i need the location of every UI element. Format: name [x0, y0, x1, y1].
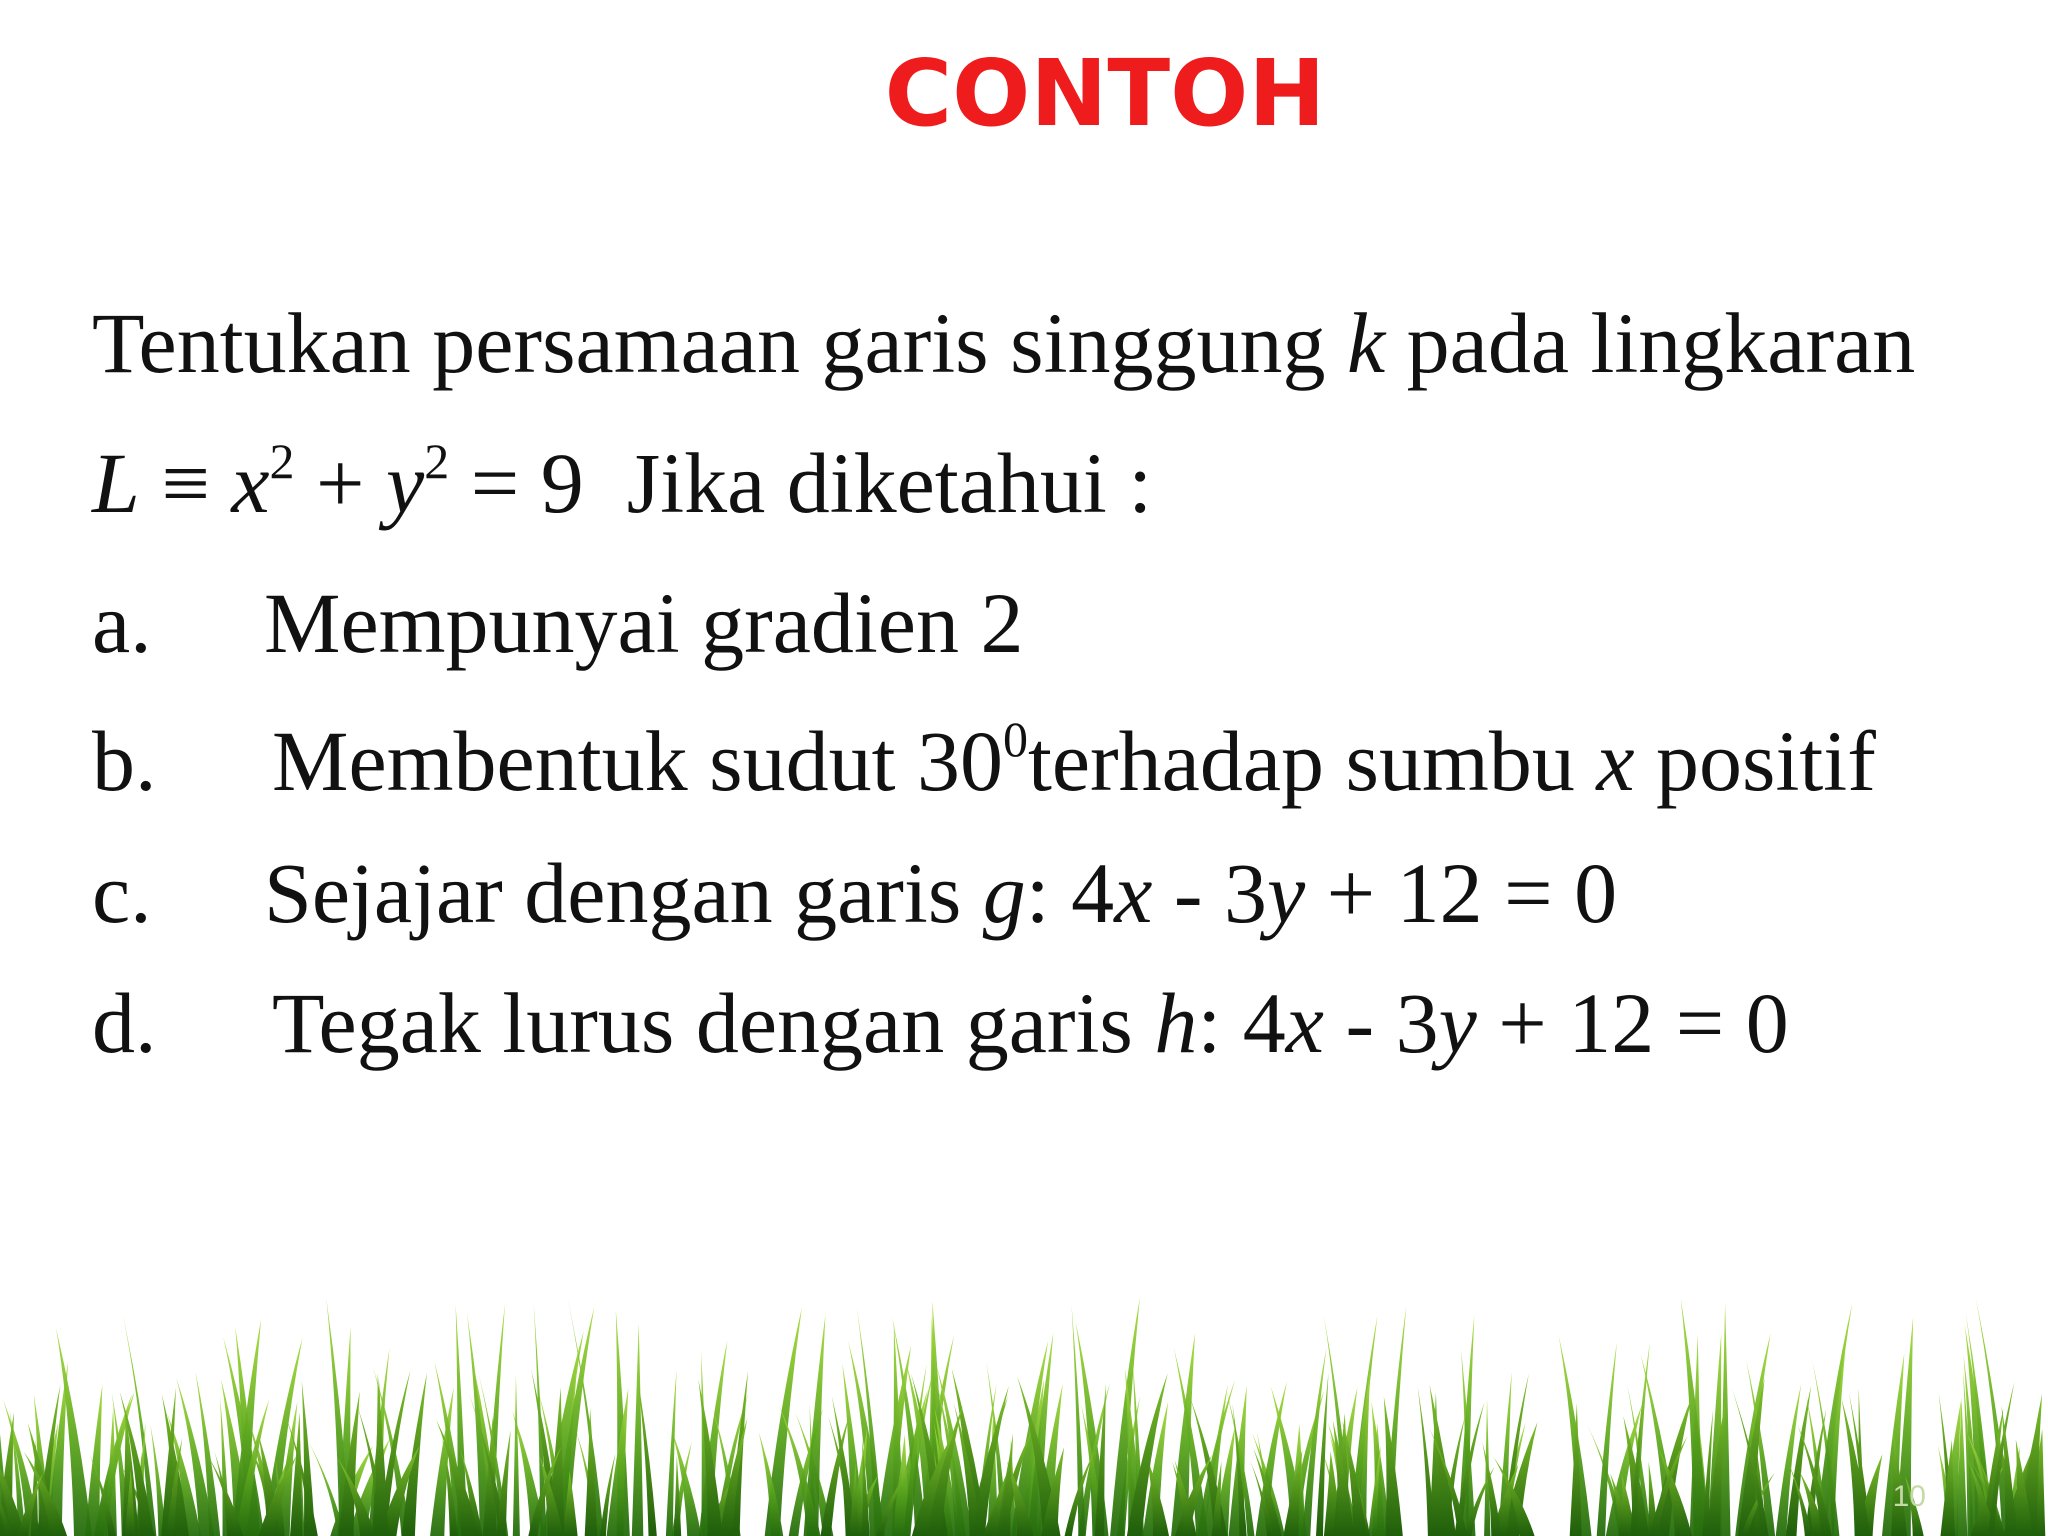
line-variable: h: [1154, 975, 1198, 1071]
grass-blade: [1842, 1399, 1870, 1536]
y-variable: y: [386, 435, 425, 531]
equation-part: : 4: [1025, 845, 1115, 941]
item-a: [92, 575, 1024, 671]
item-text: Membentuk sudut 30: [272, 713, 1003, 809]
circle-equation-line: [92, 433, 1153, 531]
x-variable: x: [1285, 975, 1324, 1071]
grass-blade: [302, 1381, 315, 1536]
degree-exponent: 0: [1002, 711, 1028, 767]
axis-variable: x: [1596, 713, 1635, 809]
page-number: 10: [1892, 1480, 1926, 1513]
equiv-sign: ≡: [139, 435, 232, 531]
item-text: Mempunyai gradien 2: [264, 575, 1024, 671]
item-c: [92, 845, 1618, 941]
item-label: b.: [92, 713, 157, 809]
plus-sign: +: [294, 435, 387, 531]
equation-part: - 3: [1323, 975, 1439, 1071]
slide-title: CONTOH: [884, 40, 1326, 147]
y-exponent: 2: [424, 433, 450, 489]
intro-text-end: pada lingkaran: [1385, 295, 1916, 391]
equation-part: + 12 = 0: [1305, 845, 1618, 941]
grass-blade: [1720, 1303, 1731, 1536]
intro-line-1: [92, 295, 1916, 391]
item-text: Tegak lurus dengan garis: [272, 975, 1155, 1071]
x-variable: x: [1114, 845, 1153, 941]
x-exponent: 2: [269, 433, 295, 489]
grass-blade: [1384, 1397, 1403, 1536]
grass-blade: [632, 1324, 644, 1536]
item-text-mid: terhadap sumbu: [1027, 713, 1597, 809]
intro-text: Tentukan persamaan garis singgung: [92, 295, 1347, 391]
grass-blade: [720, 1419, 748, 1536]
item-label: c.: [92, 845, 152, 941]
tangent-variable: k: [1346, 295, 1386, 391]
equation-part: - 3: [1152, 845, 1267, 941]
grass-blade: [513, 1375, 520, 1536]
item-label: d.: [92, 975, 157, 1071]
equation-part: : 4: [1197, 975, 1286, 1071]
item-d: [92, 975, 1789, 1071]
item-label: a.: [92, 575, 152, 671]
x-variable: x: [231, 435, 270, 531]
item-text: Sejajar dengan garis: [264, 845, 983, 941]
item-b: [92, 711, 1876, 809]
given-text: Jika diketahui :: [583, 435, 1153, 531]
y-variable: y: [1438, 975, 1477, 1071]
equation-rhs: = 9: [449, 435, 584, 531]
y-variable: y: [1267, 845, 1306, 941]
equation-part: + 12 = 0: [1476, 975, 1789, 1071]
line-variable: g: [982, 845, 1026, 941]
item-text-end: positif: [1634, 713, 1876, 809]
grass-border-image: [0, 1296, 2048, 1536]
circle-symbol: L: [92, 435, 140, 531]
